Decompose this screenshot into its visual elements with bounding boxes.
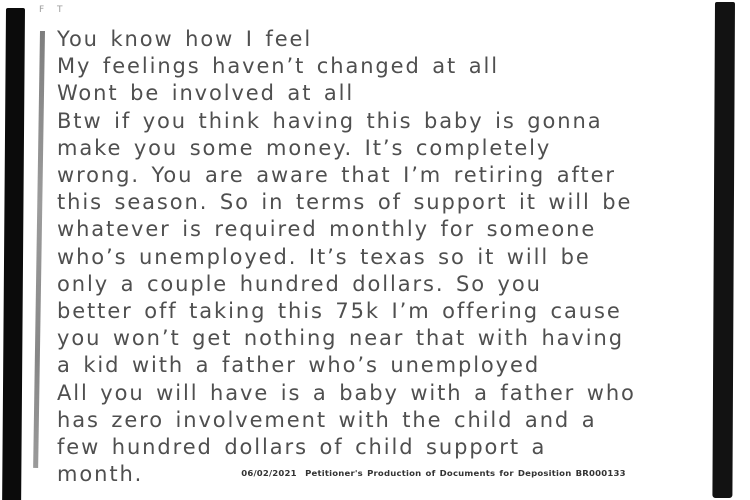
message-line: month. <box>57 462 144 487</box>
quote-bar <box>33 31 45 468</box>
message-line: Wont be involved at all <box>57 81 355 106</box>
message-line: only a couple hundred dollars. So you <box>57 271 542 296</box>
message-line: You know how I feel <box>57 27 313 51</box>
header-label: F T <box>39 5 68 15</box>
message-line: better off taking this 75k I’m offering cause <box>57 299 622 324</box>
message-line: has zero involvement with the child and a <box>57 407 597 432</box>
bates-stamp: 06/02/2021 Petitioner's Production of Documents for Deposition BR000133 <box>241 469 626 480</box>
message-line: who’s unemployed. It’s texas so it will be <box>57 244 591 269</box>
left-redaction-bar <box>2 8 25 500</box>
message-line: few hundred dollars of child support a <box>57 435 547 460</box>
message-text <box>57 26 722 488</box>
message-line: Btw if you think having this baby is gonna <box>57 108 603 133</box>
message-line: whatever is required monthly for someone <box>57 217 597 242</box>
message-last-line <box>57 461 722 488</box>
message-line: All you will have is a baby with a father who <box>57 380 636 405</box>
message-line: you won’t get nothing near that with having <box>57 326 624 351</box>
message-line: a kid with a father who’s unemployed <box>57 353 541 378</box>
message-line: wrong. You are aware that I’m retiring after <box>57 163 616 188</box>
message-line: this season. So in terms of support it will be <box>57 190 633 215</box>
message-line: My feelings haven’t changed at all <box>57 54 500 79</box>
message-line: make you some money. It’s completely <box>57 135 552 160</box>
